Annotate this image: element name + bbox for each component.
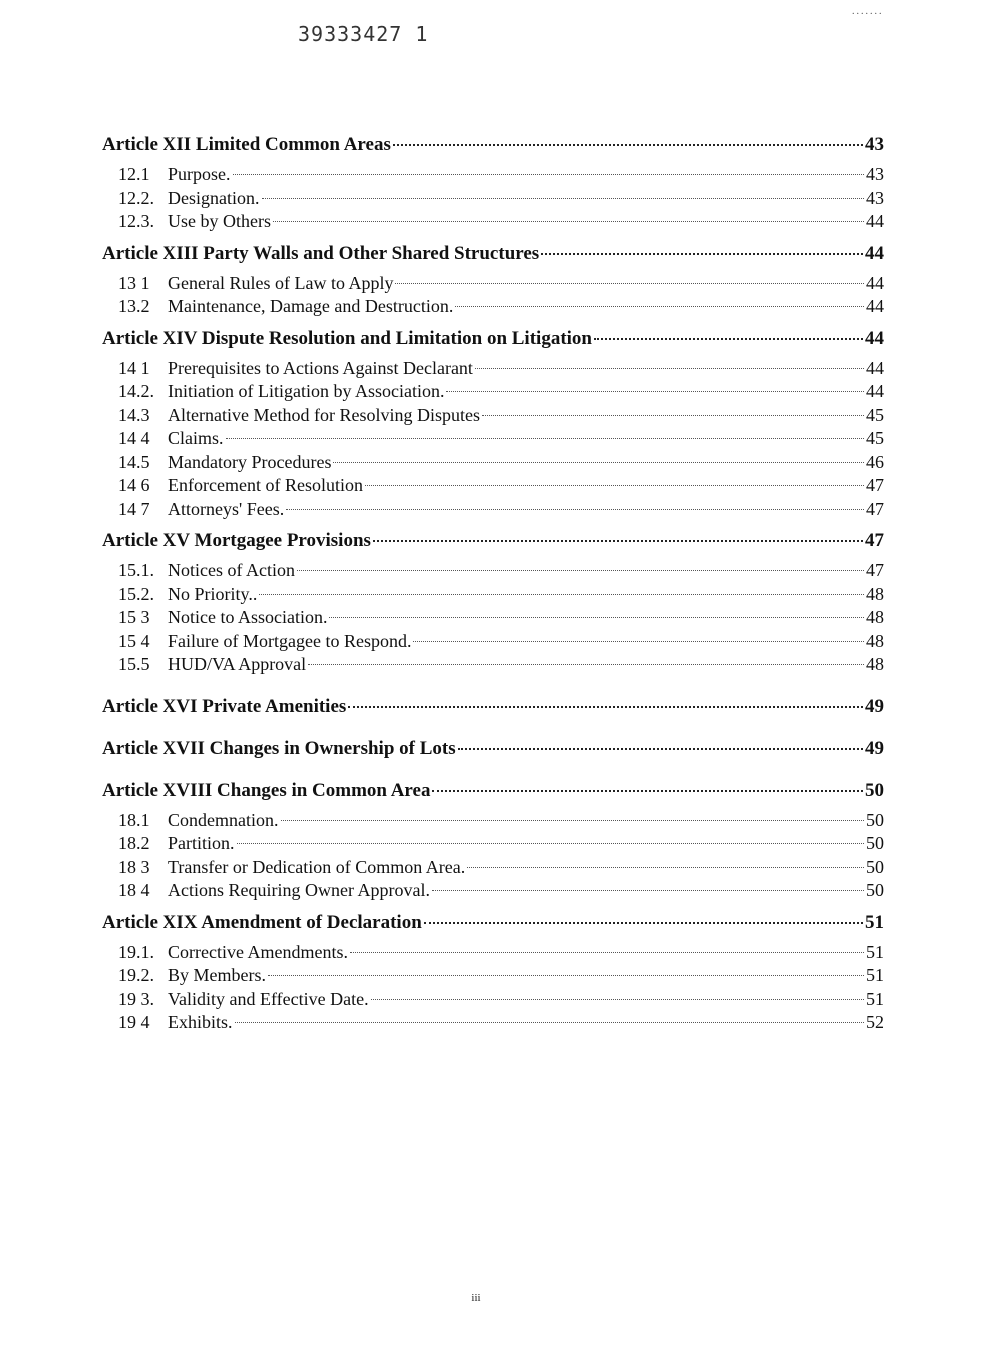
article-title: Article XV Mortgagee Provisions <box>102 530 371 551</box>
corner-mark: ....... <box>852 6 884 17</box>
section-number: 14 1 <box>118 357 150 378</box>
section-title: Purpose. <box>168 164 231 184</box>
article-page-number: 49 <box>865 695 884 717</box>
section-title: Failure of Mortgagee to Respond. <box>168 630 412 651</box>
dot-leader <box>475 368 864 369</box>
section-number: 19.1. <box>118 941 154 962</box>
section-title: Corrective Amendments. <box>168 941 348 962</box>
section-number: 19 4 <box>118 1012 150 1032</box>
section-number: 13 1 <box>118 272 150 293</box>
dot-leader <box>329 617 864 618</box>
section-number: 18 4 <box>118 880 150 900</box>
section-number: 18.2 <box>118 833 150 853</box>
toc-section-entry <box>102 941 884 965</box>
article-page-number: 47 <box>865 530 884 551</box>
section-title: Validity and Effective Date. <box>168 988 369 1009</box>
section-number: 14 6 <box>118 475 150 495</box>
section-list <box>102 163 884 234</box>
dot-leader <box>482 415 864 416</box>
toc-section-entry <box>102 404 884 428</box>
article-page-number: 50 <box>865 779 884 801</box>
section-number: 12.1 <box>118 164 150 184</box>
toc-section-entry <box>102 879 884 903</box>
section-page-number: 47 <box>866 560 884 580</box>
toc-article-entry <box>102 529 884 553</box>
section-page-number: 44 <box>866 211 884 231</box>
section-list <box>102 941 884 1035</box>
section-title: Partition. <box>168 833 235 853</box>
toc-section-entry <box>102 1011 884 1035</box>
section-page-number: 51 <box>866 988 884 1009</box>
toc-section-entry <box>102 832 884 856</box>
toc-section-entry <box>102 163 884 187</box>
section-number: 19.2. <box>118 965 154 985</box>
toc-article-entry <box>102 737 884 761</box>
section-page-number: 43 <box>866 187 884 208</box>
section-page-number: 51 <box>866 941 884 962</box>
toc-article-entry <box>102 242 884 266</box>
dot-leader <box>262 198 865 199</box>
toc-article-entry <box>102 327 884 351</box>
toc-section-entry <box>102 606 884 630</box>
section-number: 15.2. <box>118 583 154 604</box>
section-number: 18.1 <box>118 809 150 830</box>
section-number: 18 3 <box>118 856 150 877</box>
section-page-number: 44 <box>866 381 884 401</box>
section-list <box>102 809 884 903</box>
toc-section-entry <box>102 474 884 498</box>
section-number: 14 7 <box>118 498 150 519</box>
dot-leader <box>371 999 864 1000</box>
dot-leader <box>594 338 863 340</box>
section-number: 15.1. <box>118 560 154 580</box>
dot-leader <box>259 594 864 595</box>
page-number: iii <box>471 1292 481 1304</box>
toc-section-entry <box>102 272 884 296</box>
section-title: Notice to Association. <box>168 607 328 627</box>
dot-leader <box>446 391 864 392</box>
dot-leader <box>281 820 865 821</box>
section-page-number: 51 <box>866 965 884 985</box>
section-page-number: 48 <box>866 654 884 674</box>
section-page-number: 44 <box>866 296 884 316</box>
section-title: Designation. <box>168 187 260 208</box>
section-title: Prerequisites to Actions Against Declarant <box>168 357 473 378</box>
section-title: Enforcement of Resolution <box>168 475 363 495</box>
toc-section-entry <box>102 856 884 880</box>
section-title: Alternative Method for Resolving Disputes <box>168 404 480 425</box>
section-page-number: 44 <box>866 357 884 378</box>
article-title: Article XVI Private Amenities <box>102 695 347 717</box>
section-title: Attorneys' Fees. <box>168 498 285 519</box>
toc-section-entry <box>102 559 884 583</box>
section-page-number: 47 <box>866 498 884 519</box>
article-title: Article XIV Dispute Resolution and Limitation on Litigation <box>102 327 592 349</box>
section-title: Condemnation. <box>168 809 279 830</box>
article-title: Article XII Limited Common Areas <box>102 134 391 155</box>
section-page-number: 47 <box>866 475 884 495</box>
dot-leader <box>350 952 864 953</box>
article-title: Article XVII Changes in Ownership of Lots <box>102 737 456 759</box>
section-page-number: 50 <box>866 809 884 830</box>
section-number: 14.5 <box>118 451 150 472</box>
section-title: Maintenance, Damage and Destruction. <box>168 296 454 316</box>
dot-leader <box>286 509 864 510</box>
section-page-number: 50 <box>866 833 884 853</box>
section-number: 12.2. <box>118 187 154 208</box>
toc-section-entry <box>102 357 884 381</box>
section-title: Exhibits. <box>168 1012 233 1032</box>
article-page-number: 43 <box>865 134 884 155</box>
dot-leader <box>237 843 865 844</box>
toc-section-entry <box>102 427 884 451</box>
section-page-number: 48 <box>866 583 884 604</box>
toc-section-entry <box>102 988 884 1012</box>
section-title: Actions Requiring Owner Approval. <box>168 880 430 900</box>
dot-leader <box>333 462 864 463</box>
section-page-number: 50 <box>866 880 884 900</box>
section-page-number: 46 <box>866 451 884 472</box>
section-title: Initiation of Litigation by Association. <box>168 381 445 401</box>
toc-section-entry <box>102 451 884 475</box>
section-number: 15.5 <box>118 654 150 674</box>
article-page-number: 51 <box>865 911 884 933</box>
section-page-number: 44 <box>866 272 884 293</box>
section-page-number: 50 <box>866 856 884 877</box>
section-title: Claims. <box>168 428 224 448</box>
article-title: Article XIX Amendment of Declaration <box>102 911 422 933</box>
article-page-number: 44 <box>865 242 884 264</box>
dot-leader <box>541 253 863 255</box>
section-number: 13.2 <box>118 296 150 316</box>
dot-leader <box>413 641 864 642</box>
section-page-number: 48 <box>866 630 884 651</box>
section-page-number: 43 <box>866 164 884 184</box>
dot-leader <box>373 540 863 542</box>
article-title: Article XIII Party Walls and Other Shared Structures <box>102 242 540 264</box>
dot-leader <box>395 283 864 284</box>
section-title: Use by Others <box>168 211 271 231</box>
section-title: Mandatory Procedures <box>168 451 332 472</box>
dot-leader <box>226 438 864 439</box>
section-title: Transfer or Dedication of Common Area. <box>168 856 466 877</box>
toc-section-entry <box>102 210 884 234</box>
toc-section-entry <box>102 295 884 319</box>
toc-article-entry <box>102 695 884 719</box>
toc-article-entry <box>102 133 884 157</box>
section-page-number: 52 <box>866 1012 884 1032</box>
section-page-number: 45 <box>866 428 884 448</box>
dot-leader <box>273 221 864 222</box>
toc-section-entry <box>102 187 884 211</box>
section-number: 14 4 <box>118 428 150 448</box>
toc-section-entry <box>102 583 884 607</box>
section-title: Notices of Action <box>168 560 295 580</box>
table-of-contents <box>102 133 884 1039</box>
section-list <box>102 357 884 522</box>
article-title: Article XVIII Changes in Common Area <box>102 779 431 801</box>
dot-leader <box>424 922 863 924</box>
dot-leader <box>233 174 865 175</box>
dot-leader <box>235 1022 864 1023</box>
dot-leader <box>365 485 864 486</box>
section-title: No Priority.. <box>168 583 258 604</box>
toc-section-entry <box>102 809 884 833</box>
dot-leader <box>297 570 864 571</box>
section-title: By Members. <box>168 965 266 985</box>
section-number: 14.3 <box>118 404 150 425</box>
section-number: 14.2. <box>118 381 154 401</box>
toc-section-entry <box>102 630 884 654</box>
section-page-number: 45 <box>866 404 884 425</box>
article-page-number: 44 <box>865 327 884 349</box>
section-page-number: 48 <box>866 607 884 627</box>
dot-leader <box>308 664 864 665</box>
section-number: 15 3 <box>118 607 150 627</box>
section-title: General Rules of Law to Apply <box>168 272 394 293</box>
toc-article-entry <box>102 779 884 803</box>
toc-section-entry <box>102 964 884 988</box>
article-page-number: 49 <box>865 737 884 759</box>
section-list <box>102 272 884 319</box>
section-number: 19 3. <box>118 988 154 1009</box>
document-number: 39333427 1 <box>298 22 429 46</box>
section-title: HUD/VA Approval <box>168 654 307 674</box>
dot-leader <box>348 706 863 708</box>
dot-leader <box>432 890 864 891</box>
toc-section-entry <box>102 380 884 404</box>
section-number: 12.3. <box>118 211 154 231</box>
section-list <box>102 559 884 677</box>
toc-article-entry <box>102 911 884 935</box>
dot-leader <box>432 790 863 792</box>
dot-leader <box>268 975 864 976</box>
toc-section-entry <box>102 653 884 677</box>
dot-leader <box>393 144 863 146</box>
toc-section-entry <box>102 498 884 522</box>
dot-leader <box>458 748 863 750</box>
dot-leader <box>455 306 864 307</box>
dot-leader <box>467 867 864 868</box>
section-number: 15 4 <box>118 630 150 651</box>
